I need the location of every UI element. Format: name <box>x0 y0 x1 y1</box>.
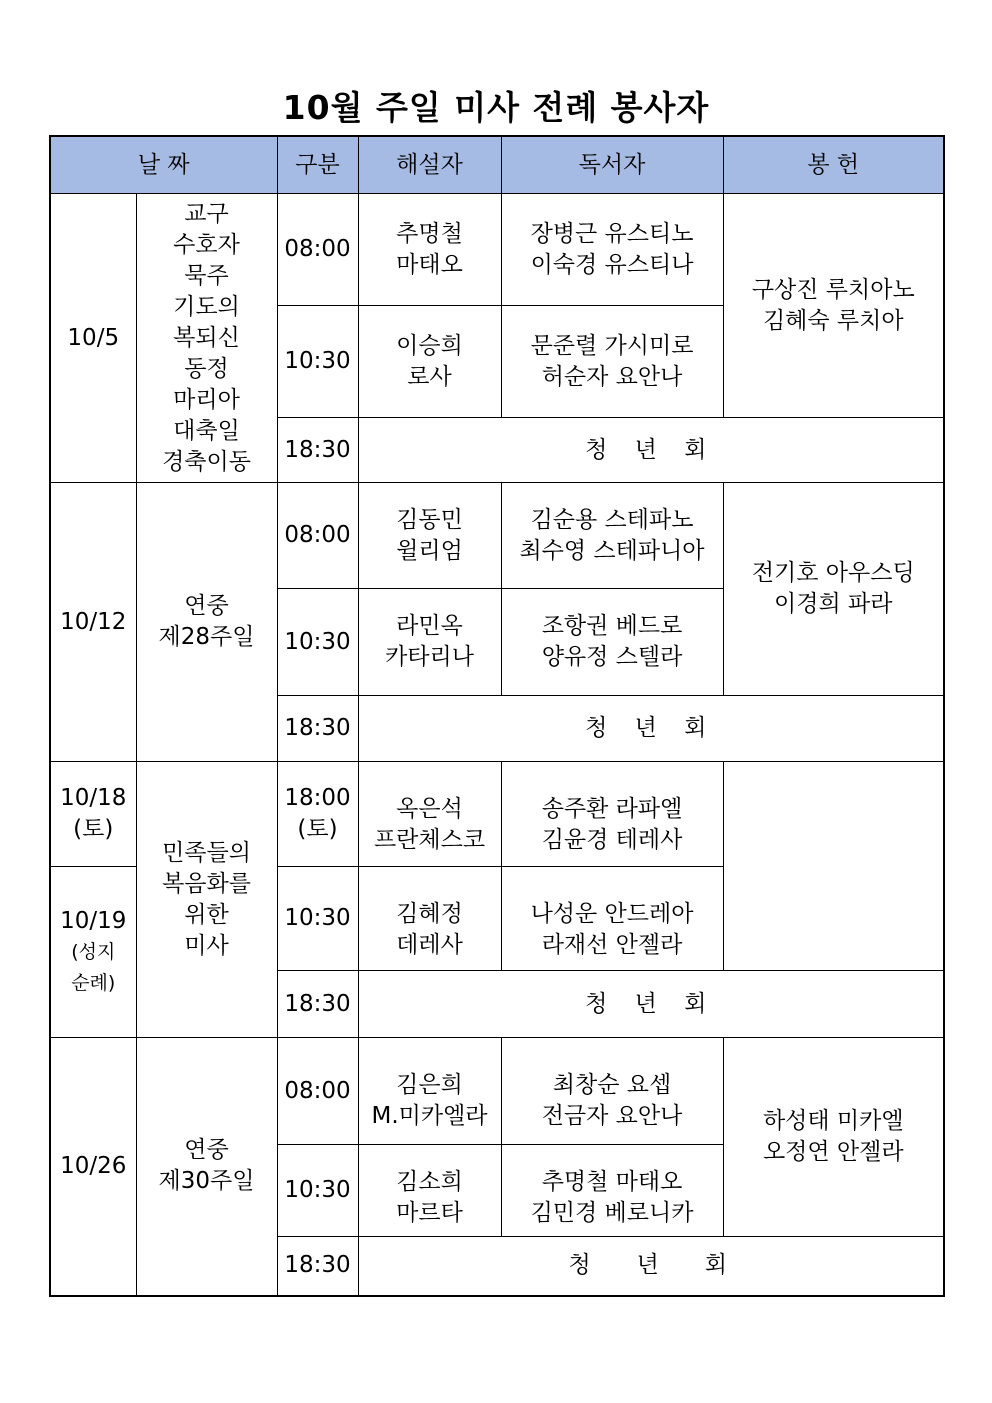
reader-name: 조항권 베드로 <box>541 613 683 639</box>
date-text: 10/18 <box>60 785 127 811</box>
time-cell: 18:30 <box>277 418 358 483</box>
header-offering: 봉 헌 <box>723 136 944 194</box>
date-day: (토) <box>73 816 114 842</box>
offering-cell <box>723 483 944 696</box>
time-cell: 10:30 <box>277 589 358 696</box>
reader-name: 양유정 스텔라 <box>541 644 683 670</box>
youth-group-cell: 청 년 회 <box>358 1237 944 1296</box>
youth-group-cell: 청 년 회 <box>358 696 944 762</box>
reader-name: 전금자 요안나 <box>541 1103 683 1129</box>
date-cell-saturday <box>50 762 136 867</box>
commentator-name: 옥은석 <box>396 796 463 822</box>
commentator-name: 김소희 <box>396 1168 463 1195</box>
reader-cell <box>501 1038 723 1145</box>
commentator-baptismal-name: 마태오 <box>396 251 463 278</box>
feast-line: 연중 <box>184 593 229 619</box>
reader-cell <box>501 194 723 306</box>
feast-line: 복되신 <box>173 324 240 351</box>
reader-name: 장병근 유스티노 <box>530 220 694 247</box>
commentator-baptismal-name: 프란체스코 <box>373 827 486 853</box>
feast-line: 교구 <box>184 200 229 227</box>
feast-line: 미사 <box>184 932 229 959</box>
page-title: 10월 주일 미사 전례 봉사자 <box>282 88 710 127</box>
time-cell: 18:30 <box>277 971 358 1038</box>
commentator-name: 추명철 <box>396 220 463 247</box>
reader-name: 송주환 라파엘 <box>541 796 683 822</box>
feast-line: 민족들의 <box>162 839 251 866</box>
time-cell: 10:30 <box>277 1145 358 1237</box>
reader-name: 이숙경 유스티나 <box>530 251 694 278</box>
commentator-baptismal-name: M.미카엘라 <box>371 1103 488 1129</box>
offering-name: 하성태 미카엘 <box>762 1108 904 1134</box>
offering-name: 오정연 안젤라 <box>762 1139 904 1165</box>
offering-cell <box>723 1038 944 1237</box>
date-cell: 10/12 <box>50 483 136 762</box>
reader-name: 나성운 안드레아 <box>530 900 694 927</box>
reader-name: 김순용 스테파노 <box>530 506 694 533</box>
commentator-name: 라민옥 <box>396 613 463 639</box>
reader-name: 허순자 요안나 <box>541 363 683 390</box>
feast-line: 묵주 <box>184 262 229 289</box>
commentator-name: 이승희 <box>396 332 463 359</box>
reader-name: 김민경 베로니카 <box>530 1199 694 1226</box>
header-row <box>50 136 944 194</box>
reader-cell <box>501 867 723 971</box>
header-commentator: 해설자 <box>358 136 501 194</box>
offering-name: 김혜숙 루치아 <box>762 307 904 334</box>
reader-name: 최수영 스테파니아 <box>519 537 705 564</box>
time-cell: 08:00 <box>277 483 358 589</box>
feast-line: 연중 <box>184 1137 229 1164</box>
table-row <box>50 483 944 589</box>
feast-cell <box>136 483 277 762</box>
commentator-baptismal-name: 로사 <box>407 363 452 390</box>
commentator-baptismal-name: 데레사 <box>396 931 463 958</box>
commentator-baptismal-name: 카타리나 <box>385 644 474 670</box>
feast-cell <box>136 1038 277 1296</box>
reader-name: 문준렬 가시미로 <box>530 332 694 359</box>
time-cell: 18:30 <box>277 1237 358 1296</box>
feast-line: 기도의 <box>173 293 240 320</box>
feast-line: 동정 <box>184 355 229 382</box>
commentator-cell <box>358 306 501 418</box>
table-row <box>50 1038 944 1145</box>
reader-cell <box>501 1145 723 1237</box>
time-cell: 10:30 <box>277 867 358 971</box>
offering-name: 이경희 파라 <box>774 591 893 617</box>
commentator-cell <box>358 483 501 589</box>
commentator-baptismal-name: 윌리엄 <box>396 537 463 564</box>
date-cell: 10/26 <box>50 1038 136 1296</box>
commentator-name: 김은희 <box>396 1072 463 1098</box>
schedule-table <box>49 135 945 1297</box>
feast-line: 제30주일 <box>158 1168 255 1195</box>
feast-cell <box>136 762 277 1038</box>
reader-cell <box>501 762 723 867</box>
offering-name: 구상진 루치아노 <box>751 276 915 303</box>
date-cell-sunday <box>50 867 136 1038</box>
feast-cell <box>136 194 277 483</box>
commentator-cell <box>358 589 501 696</box>
feast-line: 제28주일 <box>158 624 255 650</box>
youth-group-cell: 청 년 회 <box>358 971 944 1038</box>
feast-line: 복음화를 <box>162 870 251 897</box>
offering-name: 전기호 아우스딩 <box>751 560 915 586</box>
time-cell: 08:00 <box>277 194 358 306</box>
date-note: 순례) <box>71 971 116 994</box>
reader-name: 추명철 마태오 <box>541 1168 683 1195</box>
table-row <box>50 194 944 306</box>
date-cell: 10/5 <box>50 194 136 483</box>
feast-line: 경축이동 <box>162 448 251 475</box>
youth-group-cell: 청 년 회 <box>358 418 944 483</box>
feast-line: 대축일 <box>173 417 240 444</box>
commentator-cell <box>358 867 501 971</box>
offering-cell-empty <box>723 762 944 971</box>
reader-cell <box>501 483 723 589</box>
reader-cell <box>501 306 723 418</box>
date-note: (성지 <box>71 940 116 963</box>
reader-name: 김윤경 테레사 <box>541 827 683 853</box>
reader-name: 최창순 요셉 <box>552 1072 672 1098</box>
commentator-cell <box>358 1038 501 1145</box>
time-cell: 10:30 <box>277 306 358 418</box>
commentator-cell <box>358 1145 501 1237</box>
time-cell: 18:30 <box>277 696 358 762</box>
header-reader: 독서자 <box>501 136 723 194</box>
commentator-baptismal-name: 마르타 <box>396 1199 463 1226</box>
header-type: 구분 <box>277 136 358 194</box>
reader-cell <box>501 589 723 696</box>
commentator-name: 김동민 <box>396 506 463 533</box>
header-date: 날 짜 <box>50 136 277 194</box>
time-day: (토) <box>297 816 338 842</box>
date-text: 10/19 <box>60 907 127 934</box>
reader-name: 라재선 안젤라 <box>541 931 683 958</box>
commentator-cell <box>358 762 501 867</box>
time-text: 18:00 <box>284 785 351 811</box>
commentator-cell <box>358 194 501 306</box>
time-cell: 08:00 <box>277 1038 358 1145</box>
offering-cell <box>723 194 944 418</box>
table-row <box>50 762 944 867</box>
feast-line: 수호자 <box>173 231 240 258</box>
feast-line: 마리아 <box>173 386 240 413</box>
feast-line: 위한 <box>184 901 229 928</box>
time-cell <box>277 762 358 867</box>
commentator-name: 김혜정 <box>396 900 463 927</box>
